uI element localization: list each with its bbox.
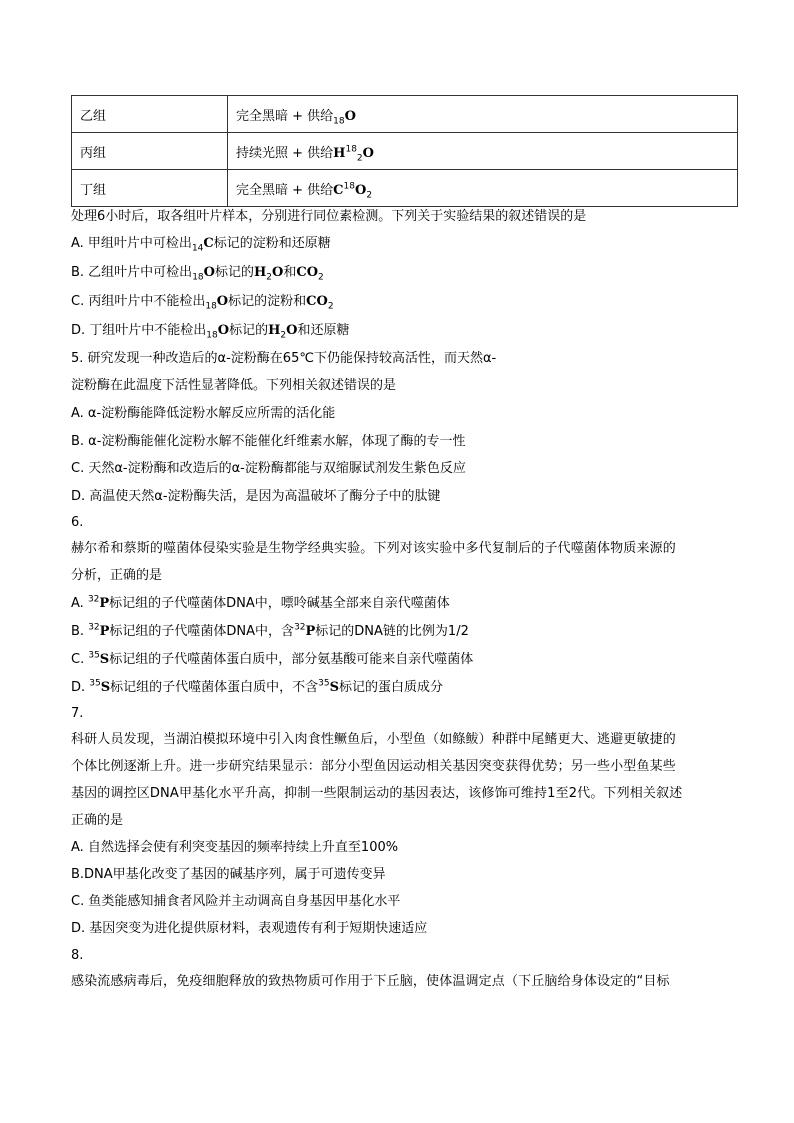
group-cell: 丙组	[72, 133, 228, 170]
q7-number: 7.	[71, 706, 84, 721]
condition-cell: 完全黑暗 + 供给$_{18}$O	[228, 96, 738, 133]
q6-option-b: B. $^{32}$P标记组的子代噬菌体DNA中，含$^{32}$P标记的DNA链的比例为1/2	[71, 622, 469, 639]
q4-stem: 处理6小时后，取各组叶片样本，分别进行同位素检测。下列关于实验结果的叙述错误的是	[71, 209, 587, 224]
q6-option-c: C. $^{35}$S标记组的子代噬菌体蛋白质中，部分氨基酸可能来自亲代噬菌体	[71, 650, 474, 667]
q8-stem-line1: 感染流感病毒后，免疫细胞释放的致热物质可作用于下丘脑，使体温调定点（下丘脑给身体设定的“目标	[71, 974, 670, 989]
table-row	[72, 170, 738, 207]
table-row	[72, 133, 738, 170]
q6-stem-line2: 分析，正确的是	[71, 568, 163, 583]
q4-option-a: A. 甲组叶片中可检出$_{14}$C标记的淀粉和还原糖	[71, 236, 331, 254]
table-row	[72, 96, 738, 133]
q5-stem-line1: 5. 研究发现一种改造后的α-淀粉酶在65℃下仍能保持较高活性，而天然α-	[71, 351, 497, 366]
q6-stem-line1: 赫尔希和蔡斯的噬菌体侵染实验是生物学经典实验。下列对该实验中多代复制后的子代噬菌体物质来源的	[71, 541, 676, 556]
q5-option-d: D. 高温使天然α-淀粉酶失活，是因为高温破坏了酶分子中的肽键	[71, 489, 441, 504]
q7-option-c: C. 鱼类能感知捕食者风险并主动调高自身基因甲基化水平	[71, 894, 401, 909]
q7-option-b: B.DNA甲基化改变了基因的碱基序列，属于可遗传变异	[71, 867, 386, 882]
q7-option-d: D. 基因突变为进化提供原材料，表观遗传有利于短期快速适应	[71, 921, 428, 936]
q5-option-b: B. α-淀粉酶能催化淀粉水解不能催化纤维素水解，体现了酶的专一性	[71, 434, 466, 449]
q4-option-b: B. 乙组叶片中可检出$_{18}$O标记的$H_2O$和$CO_2$	[71, 265, 324, 283]
q7-stem-line1: 科研人员发现，当湖泊模拟环境中引入肉食性鳜鱼后，小型鱼（如鲦鲅）种群中尾鳍更大、逃避更敏捷的	[71, 732, 676, 747]
q6-number: 6.	[71, 515, 84, 530]
group-cell: 乙组	[72, 96, 228, 133]
q7-stem-line3: 基因的调控区DNA甲基化水平升高，抑制一些限制运动的基因表达，该修饰可维持1至2代。下列相关叙述	[71, 786, 683, 801]
q8-number: 8.	[71, 948, 84, 963]
q7-option-a: A. 自然选择会使有利突变基因的频率持续上升直至100%	[71, 840, 399, 855]
q4-option-d: D. 丁组叶片中不能检出$_{18}$O标记的$H_2O$和还原糖	[71, 323, 350, 341]
group-cell: 丁组	[72, 170, 228, 207]
condition-cell: 持续光照 + 供给$H^{18}_2O$	[228, 133, 738, 170]
experiment-table	[71, 95, 738, 207]
q7-stem-line2: 个体比例逐渐上升。进一步研究结果显示：部分小型鱼因运动相关基因突变获得优势；另一些小型鱼某些	[71, 759, 676, 774]
q5-stem-line2: 淀粉酶在此温度下活性显著降低。下列相关叙述错误的是	[71, 378, 397, 393]
q7-stem-line4: 正确的是	[71, 813, 124, 828]
q5-option-a: A. α-淀粉酶能降低淀粉水解反应所需的活化能	[71, 406, 336, 421]
q4-option-c: C. 丙组叶片中不能检出$_{18}$O标记的淀粉和$CO_2$	[71, 294, 334, 312]
q5-option-c: C. 天然α-淀粉酶和改造后的α-淀粉酶都能与双缩脲试剂发生紫色反应	[71, 461, 466, 476]
q6-option-d: D. $^{35}$S标记组的子代噬菌体蛋白质中，不含$^{35}$S标记的蛋白质成分	[71, 678, 443, 695]
condition-cell: 完全黑暗 + 供给$C^{18}O_2$	[228, 170, 738, 207]
q6-option-a: A. $^{32}$P标记组的子代噬菌体DNA中，嘌呤碱基全部来自亲代噬菌体	[71, 594, 450, 611]
